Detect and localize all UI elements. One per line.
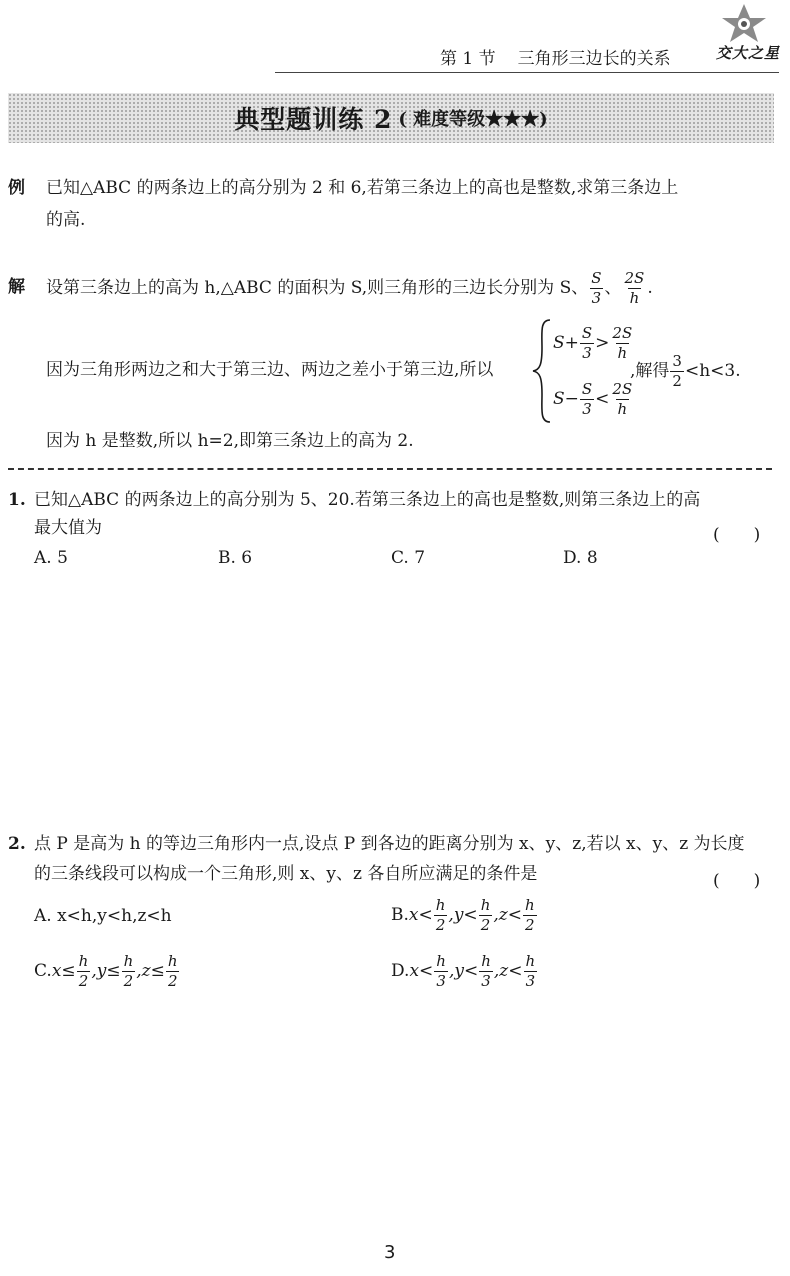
question-2-option-a[interactable]: A. x<h,y<h,z<h	[34, 906, 172, 926]
fraction-2s-over-h: $\frac{2S}{h}$	[624, 269, 645, 307]
question-2-line-2: 的三条线段可以构成一个三角形,则 x、y、z 各自所应满足的条件是	[34, 864, 538, 884]
inequality-1-rhs: $\frac{2S}{h}$	[612, 324, 633, 362]
example-label: 例	[8, 178, 25, 198]
inequality-1: S+ $\frac{S}{3}$ > $\frac{2S}{h}$	[553, 324, 633, 362]
header-section-number: 第 1 节	[440, 49, 496, 69]
banner-title: 典型题训练 2	[234, 105, 393, 134]
result-fraction: $\frac{3}{2}$	[672, 352, 682, 390]
inequality-2: S− $\frac{S}{3}$ < $\frac{2S}{h}$	[553, 380, 633, 418]
header-divider	[275, 72, 779, 73]
option-b-frac-1: $\frac{h}{2}$	[435, 896, 446, 934]
title-banner	[8, 93, 774, 143]
example-line-2: 的高.	[46, 210, 86, 230]
option-b-frac-2: $\frac{h}{2}$	[480, 896, 491, 934]
solution-line-2-text: 因为三角形两边之和大于第三边、两边之差小于第三边,所以	[46, 360, 494, 380]
separator: 、	[604, 277, 622, 298]
question-1-answer-blank[interactable]: ( )	[713, 525, 761, 545]
question-1-option-c[interactable]: C. 7	[391, 548, 426, 568]
fraction-s-over-3: $\frac{S}{3}$	[591, 269, 602, 307]
option-b-frac-3: $\frac{h}{2}$	[524, 896, 535, 934]
question-2-option-d[interactable]: D. x< $\frac{h}{3}$ ,y< $\frac{h}{3}$ ,z< $\frac{h}{3}$	[391, 952, 536, 990]
question-1-option-d[interactable]: D. 8	[563, 548, 598, 568]
header-brand: 交大之星	[716, 44, 781, 62]
option-d-frac-2: $\frac{h}{3}$	[481, 952, 491, 990]
solution-result: ,解得 $\frac{3}{2}$ <h<3.	[630, 352, 741, 390]
question-2-option-b[interactable]: B. x< $\frac{h}{2}$ ,y< $\frac{h}{2}$ ,z< $\frac{h}{2}$	[391, 896, 535, 934]
banner-difficulty: ( 难度等级★★★)	[398, 109, 548, 130]
question-2-number: 2.	[8, 834, 26, 854]
star-logo-icon	[714, 2, 774, 46]
question-2-option-c[interactable]: C. x≤ $\frac{h}{2}$ ,y≤ $\frac{h}{2}$ ,z≤ $\frac{h}{2}$	[34, 952, 178, 990]
solution-line-1	[46, 268, 653, 308]
left-brace-icon	[530, 318, 554, 424]
example-line-1: 已知△ABC 的两条边上的高分别为 2 和 6,若第三条边上的高也是整数,求第三条边上	[46, 178, 679, 198]
dashed-divider	[8, 468, 772, 470]
inequality-1-fraction: $\frac{S}{3}$	[581, 324, 593, 362]
inequality-2-fraction: $\frac{S}{3}$	[581, 380, 593, 418]
question-1-option-a[interactable]: A. 5	[34, 548, 68, 568]
question-1-number: 1.	[8, 490, 26, 510]
page-number: 3	[384, 1242, 396, 1263]
question-1-line-1: 已知△ABC 的两条边上的高分别为 5、20.若第三条边上的高也是整数,则第三条边上的高	[34, 490, 701, 510]
option-d-frac-3: $\frac{h}{3}$	[525, 952, 536, 990]
solution-line-3: 因为 h 是整数,所以 h=2,即第三条边上的高为 2.	[46, 431, 414, 451]
inequality-2-rhs: $\frac{2S}{h}$	[612, 380, 633, 418]
option-c-frac-2: $\frac{h}{2}$	[123, 952, 134, 990]
question-2-answer-blank[interactable]: ( )	[713, 871, 761, 891]
header-section	[440, 44, 671, 69]
question-1-line-2: 最大值为	[34, 518, 102, 538]
option-d-frac-1: $\frac{h}{3}$	[436, 952, 446, 990]
option-c-frac-3: $\frac{h}{2}$	[167, 952, 178, 990]
header-section-title: 三角形三边长的关系	[517, 49, 671, 69]
solution-label: 解	[8, 277, 25, 297]
option-c-frac-1: $\frac{h}{2}$	[78, 952, 89, 990]
period: .	[647, 277, 653, 298]
question-1-option-b[interactable]: B. 6	[218, 548, 253, 568]
question-2-line-1: 点 P 是高为 h 的等边三角形内一点,设点 P 到各边的距离分别为 x、y、z,若以 x、y、z 为长度	[34, 834, 745, 854]
solution-line-1-text: 设第三条边上的高为 h,△ABC 的面积为 S,则三角形的三边长分别为 S、	[46, 277, 589, 298]
